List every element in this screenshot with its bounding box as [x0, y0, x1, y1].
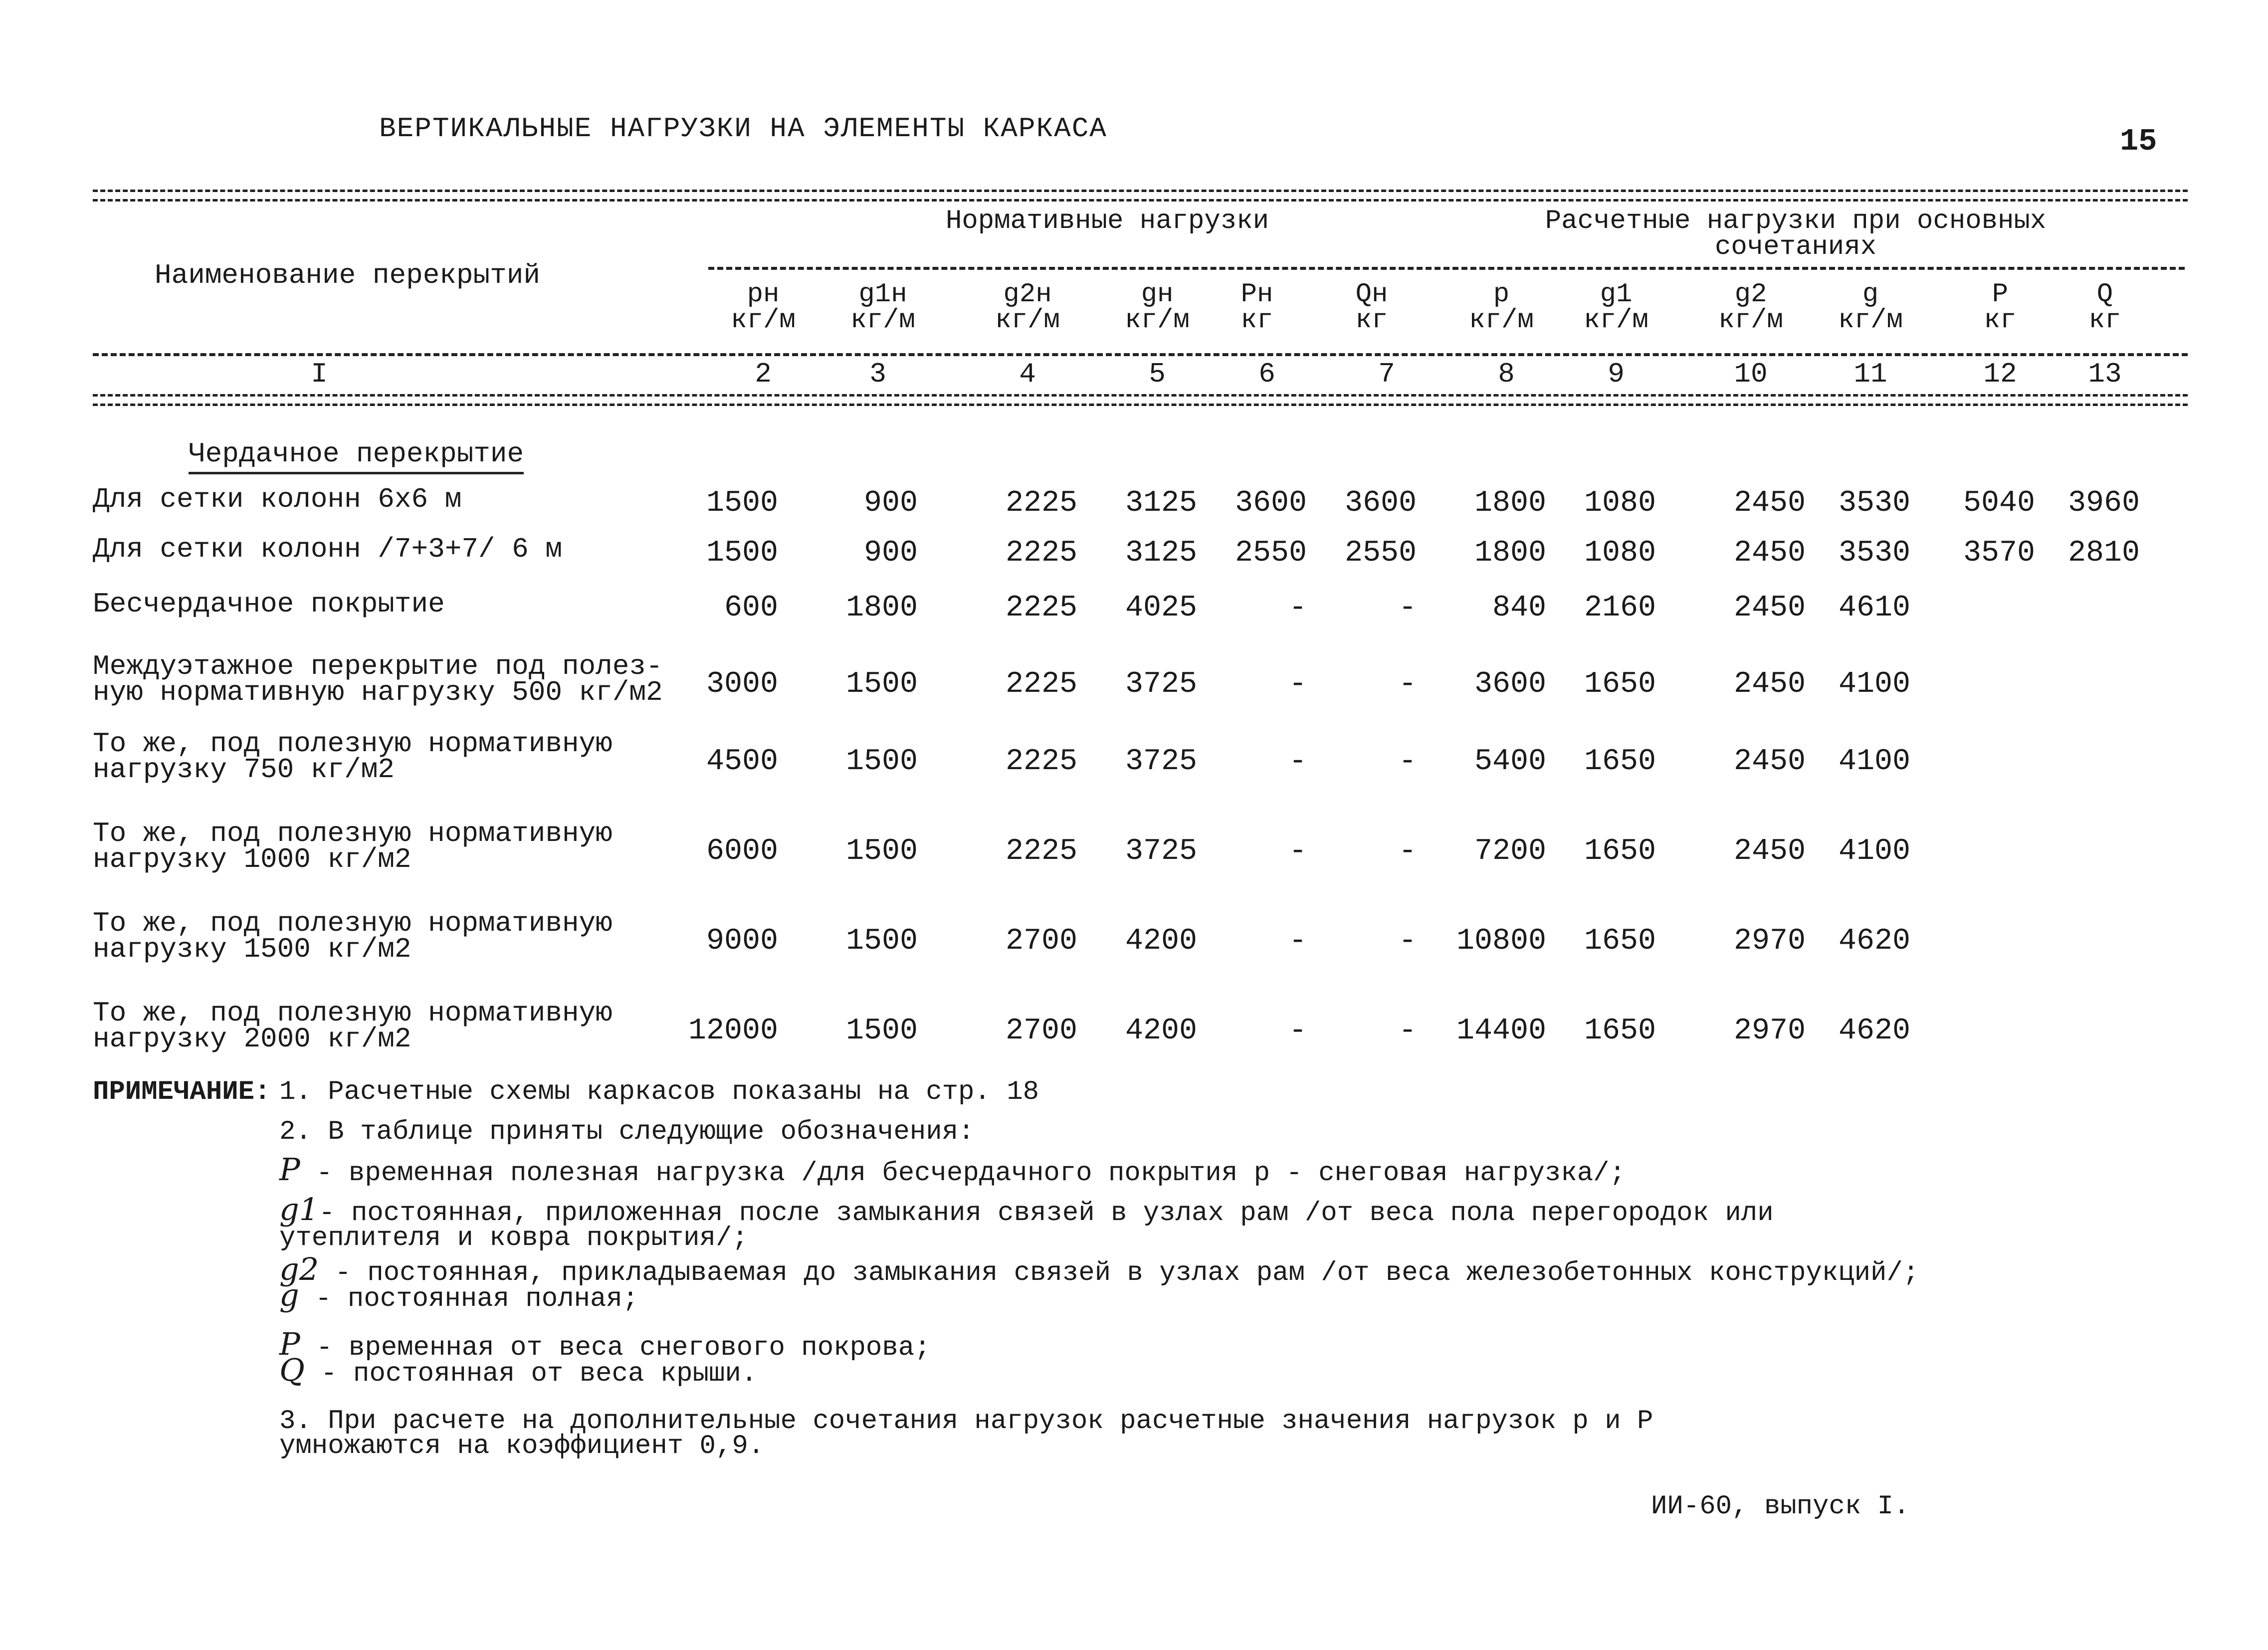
- row-name: То же, под полезную нормативную нагрузку 2000 кг/м2: [93, 997, 613, 1055]
- table-cell: 1080: [1584, 486, 1656, 520]
- table-cell: 1650: [1584, 834, 1656, 868]
- table-cell: -: [1398, 1014, 1417, 1048]
- table-cell: 2970: [1733, 924, 1806, 958]
- def-text: - постоянная, прикладываемая до замыкания связей в узлах рам /от веса железобетонных конструкций/;: [319, 1258, 1919, 1288]
- col-number-7: 7: [1378, 358, 1395, 390]
- col-number-3: 3: [869, 358, 886, 390]
- table-cell: -: [1398, 745, 1417, 779]
- col-number-11: 11: [1854, 358, 1887, 390]
- table-cell: 1650: [1584, 924, 1656, 958]
- table-cell: -: [1398, 667, 1417, 701]
- section-title: Чердачное перекрытие: [189, 438, 524, 474]
- col-symbol-8: p кг/м: [1469, 279, 1534, 336]
- table-cell: 4620: [1838, 924, 1910, 958]
- col-symbol-11: g кг/м: [1838, 279, 1903, 336]
- table-cell: -: [1398, 924, 1417, 958]
- table-cell: 1650: [1584, 667, 1656, 701]
- page-title: ВЕРТИКАЛЬНЫЕ НАГРУЗКИ НА ЭЛЕМЕНТЫ КАРКАСА: [379, 113, 1107, 145]
- def-symbol: P: [279, 1326, 300, 1362]
- table-cell: 14400: [1456, 1014, 1546, 1048]
- table-cell: 2225: [1005, 745, 1077, 779]
- table-cell: 3000: [706, 667, 778, 701]
- col-number-5: 5: [1149, 358, 1166, 390]
- def-P: [279, 1326, 931, 1363]
- def-text: - постоянная, приложенная после замыкания связей в узлах рам /от веса пола перегородок или утеплителя и ковра покрытия/;: [279, 1198, 1774, 1253]
- table-cell: -: [1288, 667, 1307, 701]
- table-cell: 6000: [706, 834, 778, 868]
- col-symbol-4: g2н кг/м: [995, 279, 1060, 336]
- table-cell: -: [1288, 924, 1307, 958]
- table-cell: -: [1288, 1014, 1307, 1048]
- col-number-13: 13: [2088, 358, 2122, 390]
- col-symbol-13: Q кг: [2088, 279, 2121, 336]
- table-cell: 1800: [1474, 486, 1546, 520]
- table-cell: 4620: [1838, 1014, 1910, 1048]
- table-cell: -: [1288, 745, 1307, 779]
- def-text: - постоянная от веса крыши.: [304, 1359, 758, 1389]
- def-text: - постоянная полная;: [299, 1284, 639, 1314]
- row-name: Междуэтажное перекрытие под полез- ную нормативную нагрузку 500 кг/м2: [93, 650, 663, 708]
- note-1: 1. Расчетные схемы каркасов показаны на стр. 18: [279, 1077, 1039, 1107]
- table-cell: 2450: [1733, 834, 1806, 868]
- table-cell: 3125: [1125, 536, 1197, 570]
- col-number-4: 4: [1019, 358, 1036, 390]
- table-cell: 600: [724, 591, 778, 625]
- table-cell: -: [1288, 834, 1307, 868]
- note-3: 3. При расчете на дополнительные сочетания нагрузок расчетные значения нагрузок р и Р умножаются на коэффициент 0,9.: [279, 1406, 1653, 1461]
- def-text: - временная полезная нагрузка /для бесчердачного покрытия p - снеговая нагрузка/;: [300, 1158, 1626, 1189]
- col-number-12: 12: [1983, 358, 2017, 390]
- table-cell: 3725: [1125, 745, 1197, 779]
- table-cell: 12000: [688, 1014, 778, 1048]
- table-cell: 1800: [845, 591, 918, 625]
- table-cell: 900: [863, 486, 918, 520]
- table-cell: 2160: [1584, 591, 1656, 625]
- def-text: - временная от веса снегового покрова;: [300, 1333, 931, 1363]
- table-cell: -: [1398, 591, 1417, 625]
- table-cell: 2970: [1733, 1014, 1806, 1048]
- header-mid-rule: [93, 353, 2188, 356]
- def-g1: [279, 1191, 1774, 1253]
- table-cell: 4200: [1125, 924, 1197, 958]
- table-cell: -: [1398, 834, 1417, 868]
- row-name: Для сетки колонн 6х6 м: [93, 483, 462, 515]
- table-cell: 1650: [1584, 745, 1656, 779]
- def-g: [279, 1277, 639, 1314]
- table-cell: 10800: [1456, 924, 1546, 958]
- table-cell: 1500: [845, 834, 918, 868]
- col-symbol-7: Qн кг: [1355, 279, 1388, 336]
- table-cell: 840: [1492, 591, 1546, 625]
- document-code: ИИ-60, выпуск I.: [1651, 1491, 1910, 1522]
- table-cell: 2450: [1733, 667, 1806, 701]
- def-Q: [279, 1352, 758, 1389]
- def-symbol: g: [279, 1277, 299, 1313]
- group-design: Расчетные нагрузки при основных сочетаниях: [1545, 206, 2047, 262]
- col-number-8: 8: [1498, 358, 1515, 390]
- name-column-header: Наименование перекрытий: [155, 259, 540, 291]
- table-cell: 3530: [1838, 486, 1910, 520]
- table-cell: 2450: [1733, 591, 1806, 625]
- def-g2: [279, 1251, 1919, 1288]
- table-cell: 1800: [1474, 536, 1546, 570]
- table-cell: 2550: [1344, 536, 1417, 570]
- page-number: 15: [2120, 124, 2157, 159]
- table-cell: 4500: [706, 745, 778, 779]
- table-cell: 1080: [1584, 536, 1656, 570]
- table-cell: 1650: [1584, 1014, 1656, 1048]
- table-cell: 2225: [1005, 591, 1077, 625]
- table-cell: 900: [863, 536, 918, 570]
- table-cell: 4100: [1838, 667, 1910, 701]
- table-cell: 2225: [1005, 536, 1077, 570]
- table-cell: 1500: [845, 924, 918, 958]
- table-cell: 5040: [1963, 486, 2035, 520]
- notes-label: ПРИМЕЧАНИЕ:: [93, 1077, 271, 1107]
- table-cell: 2225: [1005, 667, 1077, 701]
- table-cell: 1500: [845, 667, 918, 701]
- table-cell: 4610: [1838, 591, 1910, 625]
- table-cell: 9000: [706, 924, 778, 958]
- header-bottom-rule: [93, 394, 2188, 406]
- def-symbol: g1: [279, 1191, 319, 1228]
- table-cell: 3570: [1963, 536, 2035, 570]
- table-cell: 2700: [1005, 1014, 1077, 1048]
- table-cell: 3725: [1125, 834, 1197, 868]
- row-name: Бесчердачное покрытие: [93, 588, 445, 620]
- table-cell: 2450: [1733, 745, 1806, 779]
- def-symbol: P: [279, 1151, 300, 1188]
- def-symbol: g2: [279, 1251, 319, 1287]
- def-p: [279, 1151, 1626, 1189]
- header-sub-rule: [708, 267, 2185, 270]
- table-cell: 3125: [1125, 486, 1197, 520]
- table-cell: 4200: [1125, 1014, 1197, 1048]
- col-number-1: I: [311, 358, 328, 390]
- table-cell: 2450: [1733, 536, 1806, 570]
- table-cell: 7200: [1474, 834, 1546, 868]
- table-cell: 3960: [2067, 486, 2140, 520]
- table-cell: 3600: [1344, 486, 1417, 520]
- table-cell: 5400: [1474, 745, 1546, 779]
- note-2: 2. В таблице приняты следующие обозначения:: [279, 1117, 975, 1147]
- table-cell: 2550: [1235, 536, 1307, 570]
- table-cell: 1500: [706, 536, 778, 570]
- row-name: Для сетки колонн /7+3+7/ 6 м: [93, 533, 562, 565]
- col-symbol-12: P кг: [1984, 279, 2017, 336]
- table-cell: 2810: [2067, 536, 2140, 570]
- table-cell: 3600: [1474, 667, 1546, 701]
- col-number-2: 2: [755, 358, 772, 390]
- table-top-rule: [93, 190, 2188, 202]
- row-name: То же, под полезную нормативную нагрузку 1000 кг/м2: [93, 818, 613, 875]
- table-cell: 4100: [1838, 745, 1910, 779]
- col-number-9: 9: [1608, 358, 1625, 390]
- table-cell: 3600: [1235, 486, 1307, 520]
- table-cell: 4025: [1125, 591, 1197, 625]
- col-symbol-2: pн кг/м: [731, 279, 796, 336]
- table-cell: 3725: [1125, 667, 1197, 701]
- col-number-10: 10: [1734, 358, 1768, 390]
- table-cell: 4100: [1838, 834, 1910, 868]
- table-cell: 1500: [706, 486, 778, 520]
- col-symbol-9: g1 кг/м: [1584, 279, 1649, 336]
- table-cell: 2700: [1005, 924, 1077, 958]
- table-cell: 2450: [1733, 486, 1806, 520]
- col-symbol-10: g2 кг/м: [1718, 279, 1783, 336]
- table-cell: 2225: [1005, 486, 1077, 520]
- table-cell: 1500: [845, 745, 918, 779]
- table-cell: -: [1288, 591, 1307, 625]
- table-cell: 2225: [1005, 834, 1077, 868]
- col-number-6: 6: [1258, 358, 1275, 390]
- col-symbol-3: g1н кг/м: [850, 279, 915, 336]
- def-symbol: Q: [279, 1352, 305, 1388]
- table-cell: 3530: [1838, 536, 1910, 570]
- row-name: То же, под полезную нормативную нагрузку 750 кг/м2: [93, 728, 613, 786]
- row-name: То же, под полезную нормативную нагрузку 1500 кг/м2: [93, 907, 613, 965]
- col-symbol-5: gн кг/м: [1125, 279, 1190, 336]
- table-cell: 1500: [845, 1014, 918, 1048]
- col-symbol-6: Pн кг: [1240, 279, 1273, 336]
- group-normative: Нормативные нагрузки: [945, 206, 1269, 236]
